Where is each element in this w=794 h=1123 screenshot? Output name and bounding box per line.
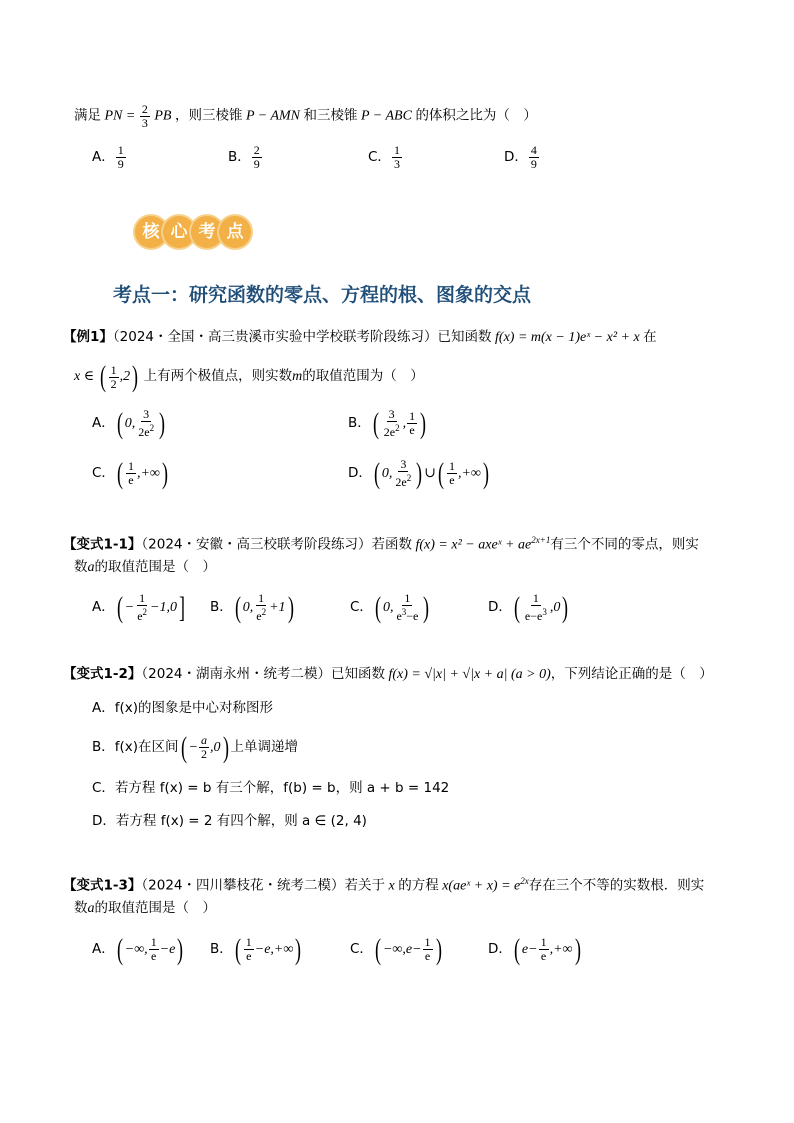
option-label: B． [228, 149, 251, 165]
option-label: C． [92, 780, 115, 796]
variant-function: f(x) = √|x| + √|x + a| (a > 0) [388, 667, 551, 682]
fraction-2-3 [140, 103, 150, 130]
frac-num: 2 [253, 143, 260, 158]
option-fraction [252, 144, 262, 171]
half-fraction: $\frac{1}{2}$ [110, 362, 117, 391]
frac-den: 9 [117, 157, 124, 172]
frac-num: 2 [141, 102, 148, 116]
frac-num: 1 [393, 143, 400, 158]
variant-source: （2024・四川攀枝花・统考二模）若关于 [141, 877, 385, 894]
stem-prefix: 满足 [74, 107, 101, 124]
option-d [504, 140, 540, 175]
top-question-options [92, 140, 612, 175]
line2-end: 的取值范围是（ ） [94, 900, 216, 916]
option-label: A． [92, 941, 115, 957]
example-tag: 【例1】 [63, 329, 113, 345]
example1-option-a: A．( 0, $\frac{3}{2e^2}$ ) [92, 406, 166, 440]
variant13-line2 [74, 898, 216, 919]
variant-tag: 【变式1-2】 [63, 666, 142, 682]
variant-function: f(x) = x² − axeˣ + ae [415, 537, 532, 553]
line-end: ，下列结论正确的是（ ） [550, 666, 713, 682]
option-a: A．( − $\frac{1}{e^2}$ −1,0] [92, 590, 185, 624]
example1-line2: x ∈ ( $\frac{1}{2}$ ,2) 上有两个极值点，则实数m的取值范围为（ ） [74, 360, 424, 393]
line2-text: 上有两个极值点，则实数 [143, 368, 293, 385]
var-x: x [388, 878, 395, 894]
line2-start: 数 [74, 900, 88, 916]
variant12-option-d [92, 811, 367, 832]
option-fraction [116, 144, 126, 171]
interval-end: 2 [123, 369, 131, 385]
variant13-options [92, 932, 583, 967]
frac-den: 9 [253, 157, 260, 172]
line-mid: 的方程 [398, 877, 439, 894]
option-fraction [392, 144, 402, 171]
example-function: f(x) = m(x − 1)eˣ − x² + x [495, 330, 640, 345]
option-b: B．( $\frac{1}{e}$ −e,+∞) [210, 932, 302, 966]
variant11-line2 [74, 557, 216, 578]
example-after: 在 [643, 329, 657, 345]
option-c [368, 140, 504, 175]
line2-end: 的取值范围是（ ） [94, 559, 216, 575]
badge-char: 核 [135, 216, 167, 248]
option-label: A． [92, 415, 115, 431]
option-text: f(x)的图象是中心对称图形 [114, 700, 274, 716]
option-c: C．( −∞,e− $\frac{1}{e}$ ) [350, 932, 442, 966]
variant12-option-b: B．f(x)在区间( − $\frac{a}{2}$ ,0) 上单调递增 [92, 730, 298, 764]
option-label: D． [348, 465, 372, 481]
variant-source: （2024・安徽・高三校联考阶段练习）若函数 [141, 536, 412, 553]
option-a [92, 140, 228, 175]
frac-den: 3 [141, 116, 148, 130]
variant12-option-c [92, 778, 449, 799]
line2-start: 数 [74, 559, 88, 575]
option-b: B．( 0, $\frac{1}{e^2}$ +1) [210, 590, 294, 624]
variant12-line1 [63, 664, 713, 685]
eq-sup: 2x [520, 876, 529, 886]
option-text: 若方程 f(x) = 2 有四个解，则 a ∈ (2, 4) [115, 813, 367, 829]
section-title: 考点一：研究函数的零点、方程的根、图象的交点 [113, 284, 532, 306]
math-pamn: P − AMN [245, 108, 300, 124]
variant-source: （2024・湖南永州・统考二模）已知函数 [141, 666, 385, 682]
stem-mid: 和三棱锥 [303, 107, 358, 124]
variant13-line1 [63, 871, 704, 897]
option-fraction [529, 144, 539, 171]
line1-end: 存在三个不等的实数根．则实 [528, 877, 705, 894]
badge-char: 心 [163, 216, 195, 248]
stem-suffix: ，则三棱锥 [174, 107, 243, 124]
option-label: D． [92, 813, 116, 829]
stem-end: 的体积之比为（ ） [415, 107, 537, 124]
func-sup: 2x+1 [531, 535, 551, 545]
domain-expr: x ∈ [74, 369, 95, 385]
option-d: D．( e− $\frac{1}{e}$ ,+∞) [488, 932, 581, 966]
frac-num: 4 [530, 143, 537, 158]
example-source: （2024・全国・高三贵溪市实验中学校联考阶段练习）已知函数 [112, 329, 492, 345]
option-label: C． [92, 465, 115, 481]
option-label: C． [368, 149, 391, 165]
option-text-b: 上单调递增 [230, 739, 298, 755]
example1-option-b: B．( $\frac{3}{2e^2}$ , $\frac{1}{e}$ ) [348, 406, 427, 440]
var-a: a [87, 901, 95, 916]
option-label: B． [348, 415, 371, 431]
core-points-badge [135, 216, 247, 248]
badge-char: 考 [191, 216, 223, 248]
math-pn: PN [104, 108, 123, 124]
math-pb: PB [154, 108, 172, 124]
frac-num: 1 [117, 143, 124, 158]
option-c: C．( 0, $\frac{1}{e^3-e}$ ) [350, 590, 430, 624]
option-label: D． [488, 599, 512, 615]
option-label: D． [488, 941, 512, 957]
option-label: A． [92, 700, 115, 716]
variant-tag: 【变式1-1】 [63, 536, 142, 553]
top-question-stem [74, 103, 537, 130]
variant11-options [92, 590, 570, 625]
example1-option-c: C．( $\frac{1}{e}$ ,+∞) [92, 456, 168, 490]
line1-end: 有三个不同的零点，则实 [550, 536, 699, 553]
frac-den: 3 [393, 157, 400, 172]
option-text-a: f(x)在区间 [114, 739, 179, 755]
variant-tag: 【变式1-3】 [63, 877, 142, 894]
frac-den: 9 [530, 157, 537, 172]
option-label: C． [350, 941, 373, 957]
option-label: A． [92, 599, 115, 615]
math-pabc: P − ABC [361, 108, 412, 124]
option-label: B． [210, 941, 233, 957]
variant12-option-a [92, 698, 273, 719]
example1-line1 [63, 327, 657, 348]
option-d: D．( $\frac{1}{e-e^3}$ ,0) [488, 590, 569, 624]
variant11-line1 [63, 530, 699, 556]
line2-end: 的取值范围为（ ） [302, 368, 424, 385]
option-text: 若方程 f(x) = b 有三个解，f(b) = b，则 a + b = 142 [114, 780, 450, 796]
badge-char: 点 [219, 216, 251, 248]
example1-option-d: D．( 0, $\frac{3}{2e^2}$ ) ∪( $\frac{1}{e}$ ,+∞) [348, 456, 489, 490]
option-label: B． [92, 739, 115, 755]
option-b [228, 140, 368, 175]
var-m: m [292, 369, 303, 385]
var-a: a [87, 560, 95, 575]
equation: x(aeˣ + x) = e [442, 878, 521, 894]
option-label: B． [210, 599, 233, 615]
option-label: C． [350, 599, 373, 615]
option-label: A． [92, 149, 115, 165]
option-a: A．( −∞, $\frac{1}{e}$ −e) [92, 932, 184, 966]
eq-sign: = [125, 108, 136, 124]
option-label: D． [504, 149, 528, 165]
